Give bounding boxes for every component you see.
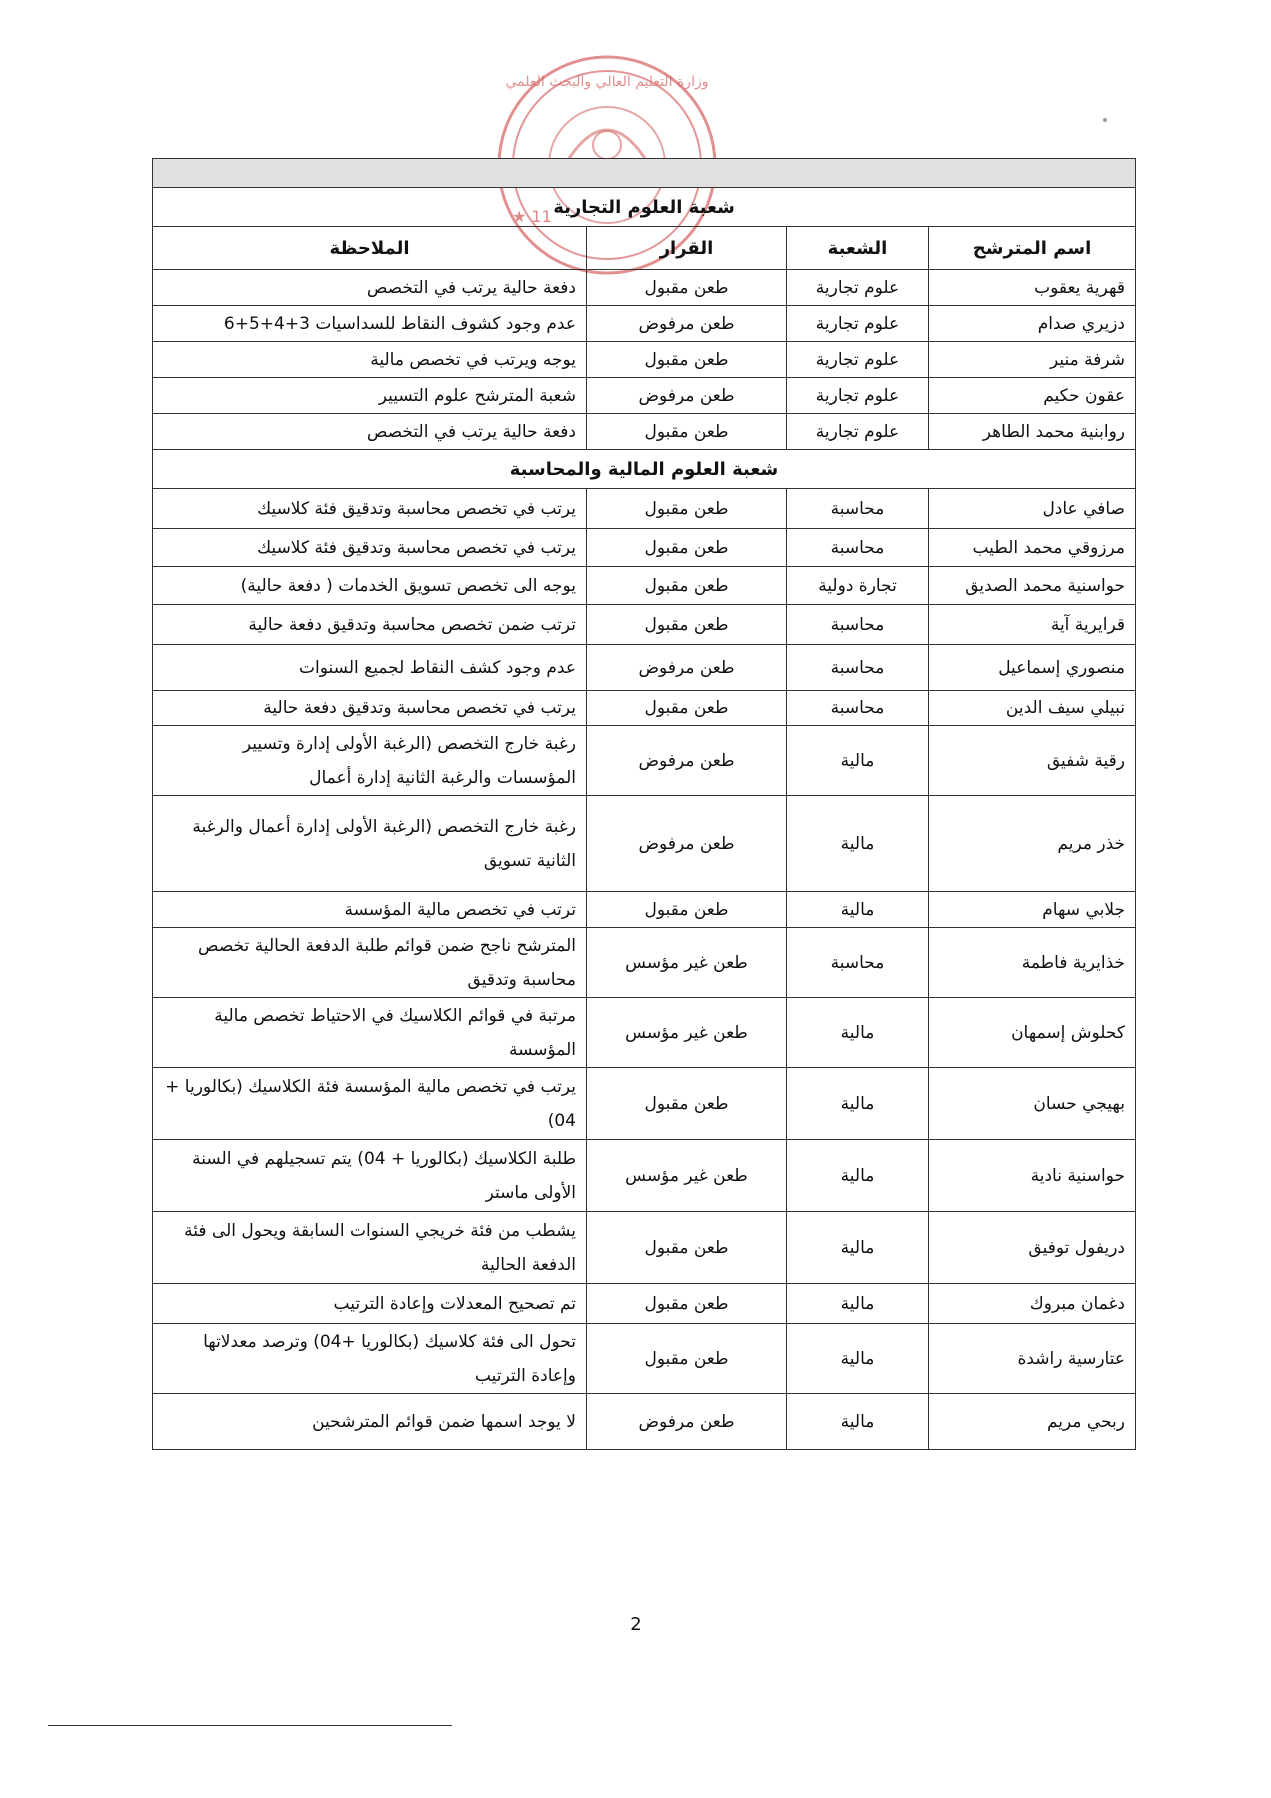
note-cell: يشطب من فئة خريجي السنوات السابقة ويحول الى فئة الدفعة الحالية bbox=[153, 1212, 587, 1284]
branch-cell: علوم تجارية bbox=[787, 342, 929, 378]
candidate-name: حواسنية نادية bbox=[929, 1140, 1136, 1212]
col-header-note: الملاحظة bbox=[153, 227, 587, 270]
scan-speck bbox=[1103, 118, 1107, 122]
branch-cell: محاسبة bbox=[787, 489, 929, 529]
candidate-name: ربحي مريم bbox=[929, 1394, 1136, 1450]
branch-cell: محاسبة bbox=[787, 928, 929, 998]
section-title-row bbox=[153, 450, 1136, 489]
table-row bbox=[153, 489, 1136, 529]
branch-cell: تجارة دولية bbox=[787, 567, 929, 605]
table-row bbox=[153, 378, 1136, 414]
branch-cell: محاسبة bbox=[787, 645, 929, 691]
note-cell: يرتب في تخصص محاسبة وتدقيق فئة كلاسيك bbox=[153, 529, 587, 567]
candidate-name: حواسنية محمد الصديق bbox=[929, 567, 1136, 605]
table-top-band bbox=[153, 159, 1136, 188]
decision-cell: طعن مرفوض bbox=[587, 645, 787, 691]
candidate-name: قرايرية آية bbox=[929, 605, 1136, 645]
note-cell: دفعة حالية يرتب في التخصص bbox=[153, 270, 587, 306]
branch-cell: مالية bbox=[787, 1394, 929, 1450]
note-cell: يوجه ويرتب في تخصص مالية bbox=[153, 342, 587, 378]
note-cell: ترتب ضمن تخصص محاسبة وتدقيق دفعة حالية bbox=[153, 605, 587, 645]
candidate-name: دريفول توفيق bbox=[929, 1212, 1136, 1284]
note-cell: تم تصحيح المعدلات وإعادة الترتيب bbox=[153, 1284, 587, 1324]
table-row bbox=[153, 1394, 1136, 1450]
decision-cell: طعن مقبول bbox=[587, 342, 787, 378]
col-header-decision: القرار bbox=[587, 227, 787, 270]
note-cell: شعبة المترشح علوم التسيير bbox=[153, 378, 587, 414]
section1-body bbox=[153, 270, 1136, 450]
branch-cell: علوم تجارية bbox=[787, 270, 929, 306]
candidate-name: دزيري صدام bbox=[929, 306, 1136, 342]
candidate-name: جلابي سهام bbox=[929, 892, 1136, 928]
decision-cell: طعن مقبول bbox=[587, 1284, 787, 1324]
candidate-name: خذر مريم bbox=[929, 796, 1136, 892]
table-row bbox=[153, 306, 1136, 342]
branch-cell: مالية bbox=[787, 726, 929, 796]
decision-cell: طعن مرفوض bbox=[587, 306, 787, 342]
note-cell: طلبة الكلاسيك (بكالوريا + 04) يتم تسجيلهم في السنة الأولى ماستر bbox=[153, 1140, 587, 1212]
table-row bbox=[153, 691, 1136, 726]
table-row bbox=[153, 645, 1136, 691]
branch-cell: محاسبة bbox=[787, 529, 929, 567]
decision-cell: طعن مقبول bbox=[587, 691, 787, 726]
candidate-name: رقية شفيق bbox=[929, 726, 1136, 796]
table-row bbox=[153, 414, 1136, 450]
decision-cell: طعن مقبول bbox=[587, 489, 787, 529]
table-row bbox=[153, 1212, 1136, 1284]
branch-cell: مالية bbox=[787, 892, 929, 928]
candidate-name: مرزوقي محمد الطيب bbox=[929, 529, 1136, 567]
candidate-name: شرفة منير bbox=[929, 342, 1136, 378]
table-row bbox=[153, 928, 1136, 998]
note-cell: دفعة حالية يرتب في التخصص bbox=[153, 414, 587, 450]
table-row bbox=[153, 892, 1136, 928]
decision-cell: طعن مرفوض bbox=[587, 726, 787, 796]
decision-cell: طعن مقبول bbox=[587, 567, 787, 605]
decision-cell: طعن مرفوض bbox=[587, 1394, 787, 1450]
branch-cell: علوم تجارية bbox=[787, 378, 929, 414]
decision-cell: طعن مرفوض bbox=[587, 796, 787, 892]
branch-cell: مالية bbox=[787, 1284, 929, 1324]
appeals-table bbox=[152, 158, 1136, 1450]
candidate-name: صافي عادل bbox=[929, 489, 1136, 529]
table-row bbox=[153, 605, 1136, 645]
svg-text:★ 11: ★ 11 bbox=[512, 207, 552, 226]
candidate-name: روابنية محمد الطاهر bbox=[929, 414, 1136, 450]
candidate-name: قهرية يعقوب bbox=[929, 270, 1136, 306]
note-cell: يرتب في تخصص محاسبة وتدقيق فئة كلاسيك bbox=[153, 489, 587, 529]
note-cell: المترشح ناجح ضمن قوائم طلبة الدفعة الحالية تخصص محاسبة وتدقيق bbox=[153, 928, 587, 998]
note-cell: عدم وجود كشوف النقاط للسداسيات 3+4+5+6 bbox=[153, 306, 587, 342]
decision-cell: طعن مقبول bbox=[587, 1212, 787, 1284]
note-cell: رغبة خارج التخصص (الرغبة الأولى إدارة أعمال والرغبة الثانية تسويق bbox=[153, 796, 587, 892]
branch-cell: محاسبة bbox=[787, 691, 929, 726]
decision-cell: طعن مقبول bbox=[587, 529, 787, 567]
table-row bbox=[153, 726, 1136, 796]
section-title-row bbox=[153, 188, 1136, 227]
section2-body bbox=[153, 489, 1136, 1450]
section-title: شعبة العلوم التجارية bbox=[153, 188, 1136, 227]
branch-cell: علوم تجارية bbox=[787, 306, 929, 342]
note-cell: رغبة خارج التخصص (الرغبة الأولى إدارة وتسيير المؤسسات والرغبة الثانية إدارة أعمال bbox=[153, 726, 587, 796]
table-row bbox=[153, 1140, 1136, 1212]
decision-cell: طعن غير مؤسس bbox=[587, 1140, 787, 1212]
candidate-name: عقون حكيم bbox=[929, 378, 1136, 414]
col-header-name: اسم المترشح bbox=[929, 227, 1136, 270]
note-cell: تحول الى فئة كلاسيك (بكالوريا +04) وترصد معدلاتها وإعادة الترتيب bbox=[153, 1324, 587, 1394]
note-cell: عدم وجود كشف النقاط لجميع السنوات bbox=[153, 645, 587, 691]
branch-cell: مالية bbox=[787, 1324, 929, 1394]
table-row bbox=[153, 796, 1136, 892]
note-cell: يرتب في تخصص مالية المؤسسة فئة الكلاسيك (بكالوريا + 04) bbox=[153, 1068, 587, 1140]
branch-cell: مالية bbox=[787, 998, 929, 1068]
candidate-name: خذايرية فاطمة bbox=[929, 928, 1136, 998]
note-cell: مرتبة في قوائم الكلاسيك في الاحتياط تخصص مالية المؤسسة bbox=[153, 998, 587, 1068]
decision-cell: طعن غير مؤسس bbox=[587, 998, 787, 1068]
decision-cell: طعن مقبول bbox=[587, 270, 787, 306]
col-header-branch: الشعبة bbox=[787, 227, 929, 270]
branch-cell: مالية bbox=[787, 1140, 929, 1212]
table-row bbox=[153, 342, 1136, 378]
decision-cell: طعن مقبول bbox=[587, 892, 787, 928]
note-cell: يوجه الى تخصص تسويق الخدمات ( دفعة حالية) bbox=[153, 567, 587, 605]
page-number: 2 bbox=[630, 1614, 642, 1635]
branch-cell: محاسبة bbox=[787, 605, 929, 645]
decision-cell: طعن مرفوض bbox=[587, 378, 787, 414]
table-row bbox=[153, 1068, 1136, 1140]
branch-cell: مالية bbox=[787, 1068, 929, 1140]
appeals-table-container bbox=[152, 158, 1136, 1450]
svg-text:وزارة التعليم العالي والبحث ال: وزارة التعليم العالي والبحث العلمي bbox=[505, 74, 709, 90]
branch-cell: مالية bbox=[787, 796, 929, 892]
table-row bbox=[153, 567, 1136, 605]
candidate-name: بهيجي حسان bbox=[929, 1068, 1136, 1140]
note-cell: يرتب في تخصص محاسبة وتدقيق دفعة حالية bbox=[153, 691, 587, 726]
column-header-row bbox=[153, 227, 1136, 270]
table-row bbox=[153, 270, 1136, 306]
note-cell: لا يوجد اسمها ضمن قوائم المترشحين bbox=[153, 1394, 587, 1450]
section-title: شعبة العلوم المالية والمحاسبة bbox=[153, 450, 1136, 489]
candidate-name: منصوري إسماعيل bbox=[929, 645, 1136, 691]
table-row bbox=[153, 529, 1136, 567]
table-row bbox=[153, 1324, 1136, 1394]
candidate-name: نبيلي سيف الدين bbox=[929, 691, 1136, 726]
table-row bbox=[153, 998, 1136, 1068]
candidate-name: دغمان مبروك bbox=[929, 1284, 1136, 1324]
decision-cell: طعن مقبول bbox=[587, 1068, 787, 1140]
candidate-name: كحلوش إسمهان bbox=[929, 998, 1136, 1068]
decision-cell: طعن مقبول bbox=[587, 605, 787, 645]
branch-cell: مالية bbox=[787, 1212, 929, 1284]
decision-cell: طعن مقبول bbox=[587, 414, 787, 450]
footer-rule bbox=[48, 1725, 452, 1726]
table-row bbox=[153, 1284, 1136, 1324]
note-cell: ترتب في تخصص مالية المؤسسة bbox=[153, 892, 587, 928]
decision-cell: طعن غير مؤسس bbox=[587, 928, 787, 998]
candidate-name: عتارسية راشدة bbox=[929, 1324, 1136, 1394]
branch-cell: علوم تجارية bbox=[787, 414, 929, 450]
decision-cell: طعن مقبول bbox=[587, 1324, 787, 1394]
